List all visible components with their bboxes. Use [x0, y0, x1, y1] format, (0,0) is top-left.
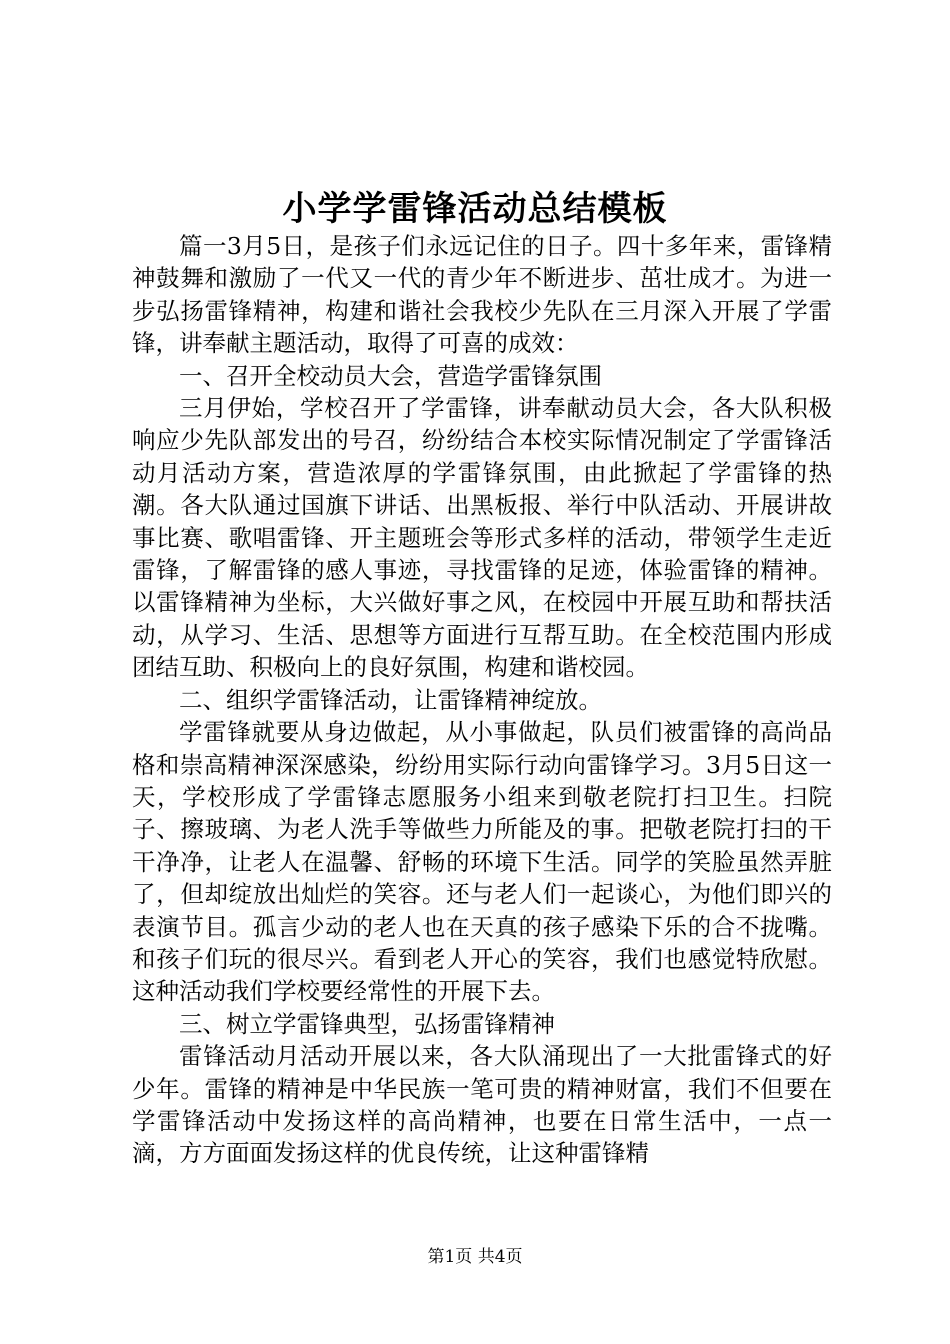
- section-heading-2: 二、组织学雷锋活动，让雷锋精神绽放。: [179, 685, 602, 714]
- section-heading-1: 一、召开全校动员大会，营造学雷锋氛围: [179, 361, 602, 390]
- paragraph-section-2: 学雷锋就要从身边做起，从小事做起，队员们被雷锋的高尚品格和崇高精神深深感染，纷纷用实际行动向雷锋学习。3月5日这一天，学校形成了学雷锋志愿服务小组来到敬老院打扫卫生。扫院子、擦玻璃、为老人洗手等做些力所能及的事。把敬老院打扫的干干净净，让老人在温馨、舒畅的环境下生活。同学的笑脸虽然弄脏了，但却绽放出灿烂的笑容。还与老人们一起谈心，为他们即兴的表演节目。孤言少动的老人也在天真的孩子感染下乐的合不拢嘴。和孩子们玩的很尽兴。看到老人开心的笑容，我们也感觉特欣慰。这种活动我们学校要经常性的开展下去。: [132, 718, 832, 1006]
- paragraph-section-1: 三月伊始，学校召开了学雷锋，讲奉献动员大会，各大队积极响应少先队部发出的号召，纷纷结合本校实际情况制定了学雷锋活动月活动方案，营造浓厚的学雷锋氛围，由此掀起了学雷锋的热潮。各大队通过国旗下讲话、出黑板报、举行中队活动、开展讲故事比赛、歌唱雷锋、开主题班会等形式多样的活动，带领学生走近雷锋，了解雷锋的感人事迹，寻找雷锋的足迹，体验雷锋的精神。以雷锋精神为坐标，大兴做好事之风，在校园中开展互助和帮扶活动，从学习、生活、思想等方面进行互帮互助。在全校范围内形成团结互助、积极向上的良好氛围，构建和谐校园。: [132, 394, 832, 682]
- section-heading-3: 三、树立学雷锋典型，弘扬雷锋精神: [179, 1009, 555, 1038]
- document-body: [132, 230, 832, 1170]
- paragraph-intro: 篇一3月5日，是孩子们永远记住的日子。四十多年来，雷锋精神鼓舞和激励了一代又一代的青少年不断进步、茁壮成才。为进一步弘扬雷锋精神，构建和谐社会我校少先队在三月深入开展了学雷锋，讲奉献主题活动，取得了可喜的成效：: [132, 232, 832, 358]
- document-title: 小学学雷锋活动总结模板: [282, 189, 668, 229]
- paragraph-section-3: 雷锋活动月活动开展以来，各大队涌现出了一大批雷锋式的好少年。雷锋的精神是中华民族一笔可贵的精神财富，我们不但要在学雷锋活动中发扬这样的高尚精神，也要在日常生活中，一点一滴，方方面面发扬这样的优良传统，让这种雷锋精: [132, 1042, 832, 1168]
- page-footer: 第1页 共4页: [427, 1247, 523, 1267]
